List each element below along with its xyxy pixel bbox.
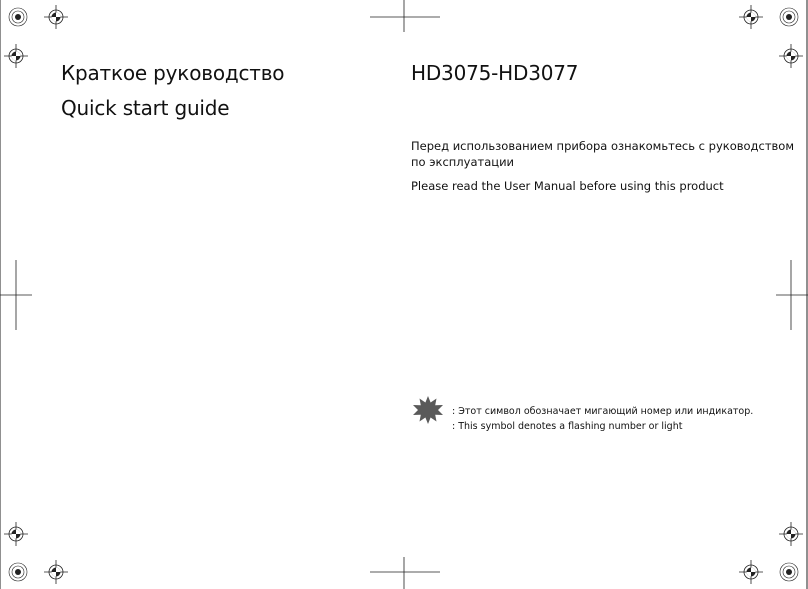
corner-target-icon: [780, 8, 798, 26]
registration-target-icon: [739, 560, 763, 584]
registration-target-icon: [779, 522, 803, 546]
notice-ru-line1: Перед использованием прибора ознакомьтесь с руководством: [411, 139, 795, 153]
registration-target-icon: [4, 44, 28, 68]
crop-mark-icon: [370, 557, 440, 589]
guide-title-ru: Краткое руководство: [61, 61, 285, 85]
crop-mark-icon: [776, 260, 808, 330]
registration-target-icon: [779, 44, 803, 68]
notice-ru-line2: по эксплуатации: [411, 155, 515, 169]
corner-target-icon: [780, 563, 798, 581]
guide-title-en: Quick start guide: [61, 96, 230, 120]
model-number: HD3075-HD3077: [411, 61, 579, 85]
flashing-star-icon: [411, 395, 445, 425]
crop-mark-icon: [370, 0, 440, 32]
corner-target-icon: [9, 563, 27, 581]
registration-target-icon: [44, 5, 68, 29]
crop-mark-icon: [0, 260, 32, 330]
registration-target-icon: [44, 560, 68, 584]
legend-ru: : Этот символ обозначает мигающий номер или индикатор.: [452, 406, 754, 417]
registration-target-icon: [739, 5, 763, 29]
corner-target-icon: [9, 8, 27, 26]
legend-en: : This symbol denotes a flashing number or light: [452, 421, 683, 432]
registration-target-icon: [4, 522, 28, 546]
notice-en: Please read the User Manual before using this product: [411, 179, 724, 193]
